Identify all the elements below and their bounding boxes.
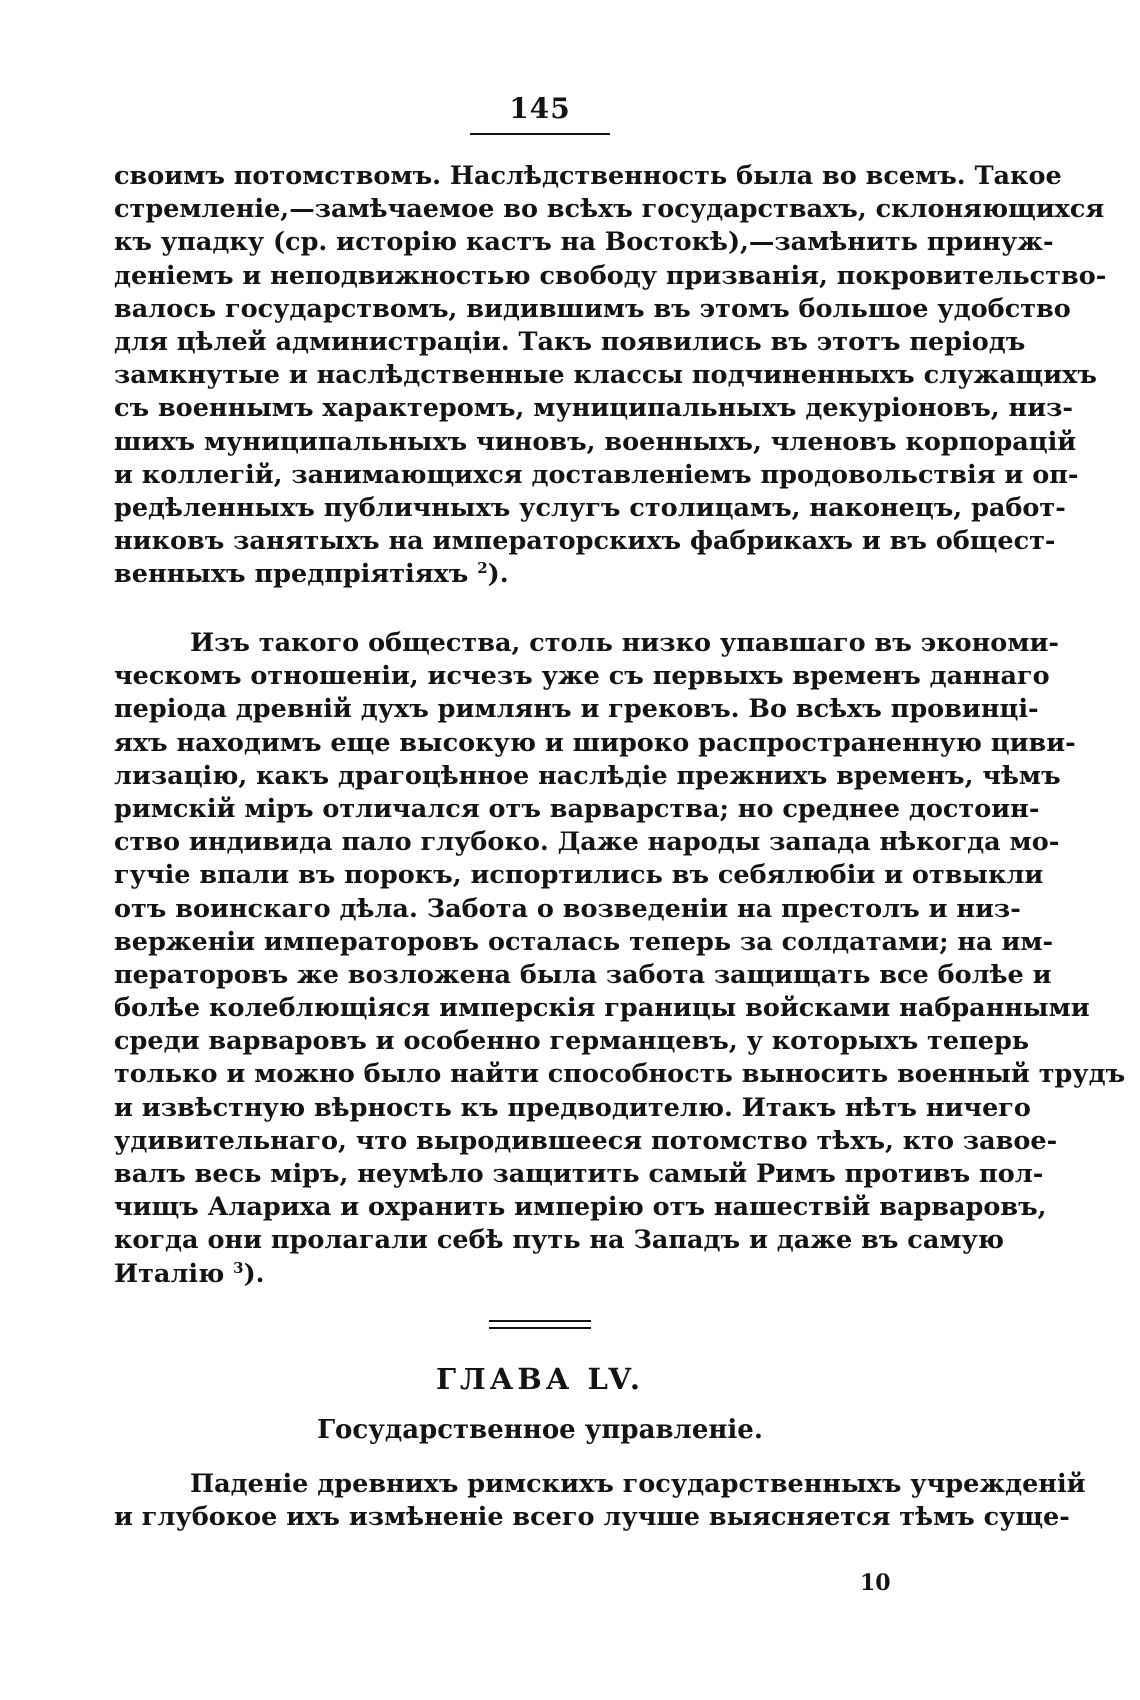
text-line: никовъ занятыхъ на императорскихъ фабрикахъ и въ общест- [114,526,1056,557]
text-fragment: ). [243,1258,265,1289]
text-line: валось государствомъ, видившимъ въ этомъ большое удобство [114,293,1071,324]
text-line: валъ весь міръ, неумѣло защитить самый Римъ противъ пол- [114,1159,1044,1189]
text-line: деніемъ и неподвижностью свободу призванія, покровительство- [114,260,1107,291]
text-line: къ упадку (ср. исторію кастъ на Востокѣ),—замѣнить принуж- [114,227,1054,258]
text-line: римскій міръ отличался отъ варварства; но среднее достоин- [114,793,1040,824]
text-line: редѣленныхъ публичныхъ услугъ столицамъ, наконецъ, работ- [114,492,1066,523]
text-line: и глубокое ихъ измѣненіе всего лучше выясняется тѣмъ суще- [114,1502,1070,1533]
text-fragment: венныхъ предпріятіяхъ [114,559,469,590]
paragraph-3 [114,1468,1086,1534]
text-line: и коллегій, занимающихся доставленіемъ продовольствія и оп- [114,459,1079,490]
text-line: шихъ муниципальныхъ чиновъ, военныхъ, членовъ корпорацій [114,426,1077,457]
text-line: верженіи императоровъ осталась теперь за солдатами; на им- [114,926,1054,957]
text-line: ператоровъ же возложена была забота защищать все болѣе и [114,959,1052,990]
chapter-title: ГЛАВА LV. [436,1362,644,1396]
text-line: для цѣлей администраціи. Такъ появились въ этотъ періодъ [114,326,1026,357]
text-line-last [114,1258,966,1291]
text-line: только и можно было найти способность выносить военный трудъ [114,1059,1126,1090]
text-line: гучіе впали въ порокъ, испортились въ себялюбіи и отвыкли [114,860,1044,891]
text-line: яхъ находимъ еще высокую и широко распространенную циви- [114,727,1076,758]
text-line: періода древній духъ римлянъ и грековъ. Во всѣхъ провинці- [114,694,1039,725]
text-line: отъ воинскаго дѣла. Забота о возведеніи на престолъ и низ- [114,893,1021,924]
page-number: 145 [509,92,571,125]
text-line: своимъ потомствомъ. Наслѣдственность была во всемъ. Такое [114,161,1062,191]
text-line: ство индивида пало глубоко. Даже народы запада нѣкогда мо- [114,827,1060,858]
section-divider [489,1320,591,1329]
text-line: съ военнымъ характеромъ, муниципальныхъ декуріоновъ, низ- [114,393,1073,424]
paragraph-2 [114,627,1126,1291]
text-line: Паденіе древнихъ римскихъ государственныхъ учрежденій [190,1469,1086,1499]
signature-mark: 10 [860,1570,891,1596]
text-line: среди варваровъ и особенно германцевъ, у которыхъ теперь [114,1026,1030,1057]
text-line: удивительнаго, что выродившееся потомство тѣхъ, кто завое- [114,1125,1058,1156]
text-line: болѣе колеблющіяся имперскія границы войсками набранными [114,993,1090,1024]
page-number-rule [470,133,610,135]
text-line: и извѣстную вѣрность къ предводителю. Итакъ нѣтъ ничего [114,1092,1031,1123]
text-line: ческомъ отношеніи, исчезъ уже съ первыхъ временъ даннаго [114,661,1050,692]
footnote-marker: 3 [233,1258,244,1277]
text-line-last [114,558,966,591]
text-line: лизацію, какъ драгоцѣнное наслѣдіе прежнихъ временъ, чѣмъ [114,760,1061,791]
text-fragment: Италію [114,1258,225,1289]
footnote-marker: 2 [477,559,488,578]
text-line: замкнутые и наслѣдственные классы подчиненныхъ служащихъ [114,360,1097,391]
text-line: Изъ такого общества, столь низко упавшаго въ экономи- [190,628,1059,658]
text-line: стремленіе,—замѣчаемое во всѣхъ государствахъ, склоняющихся [114,194,1105,225]
text-line: когда они пролагали себѣ путь на Западъ и даже въ самую [114,1225,1004,1256]
text-line: чищъ Алариха и охранить имперію отъ нашествій варваровъ, [114,1192,1047,1223]
paragraph-1 [114,160,1107,591]
chapter-subtitle: Государственное управленіе. [317,1415,763,1445]
text-fragment: ). [487,559,509,590]
